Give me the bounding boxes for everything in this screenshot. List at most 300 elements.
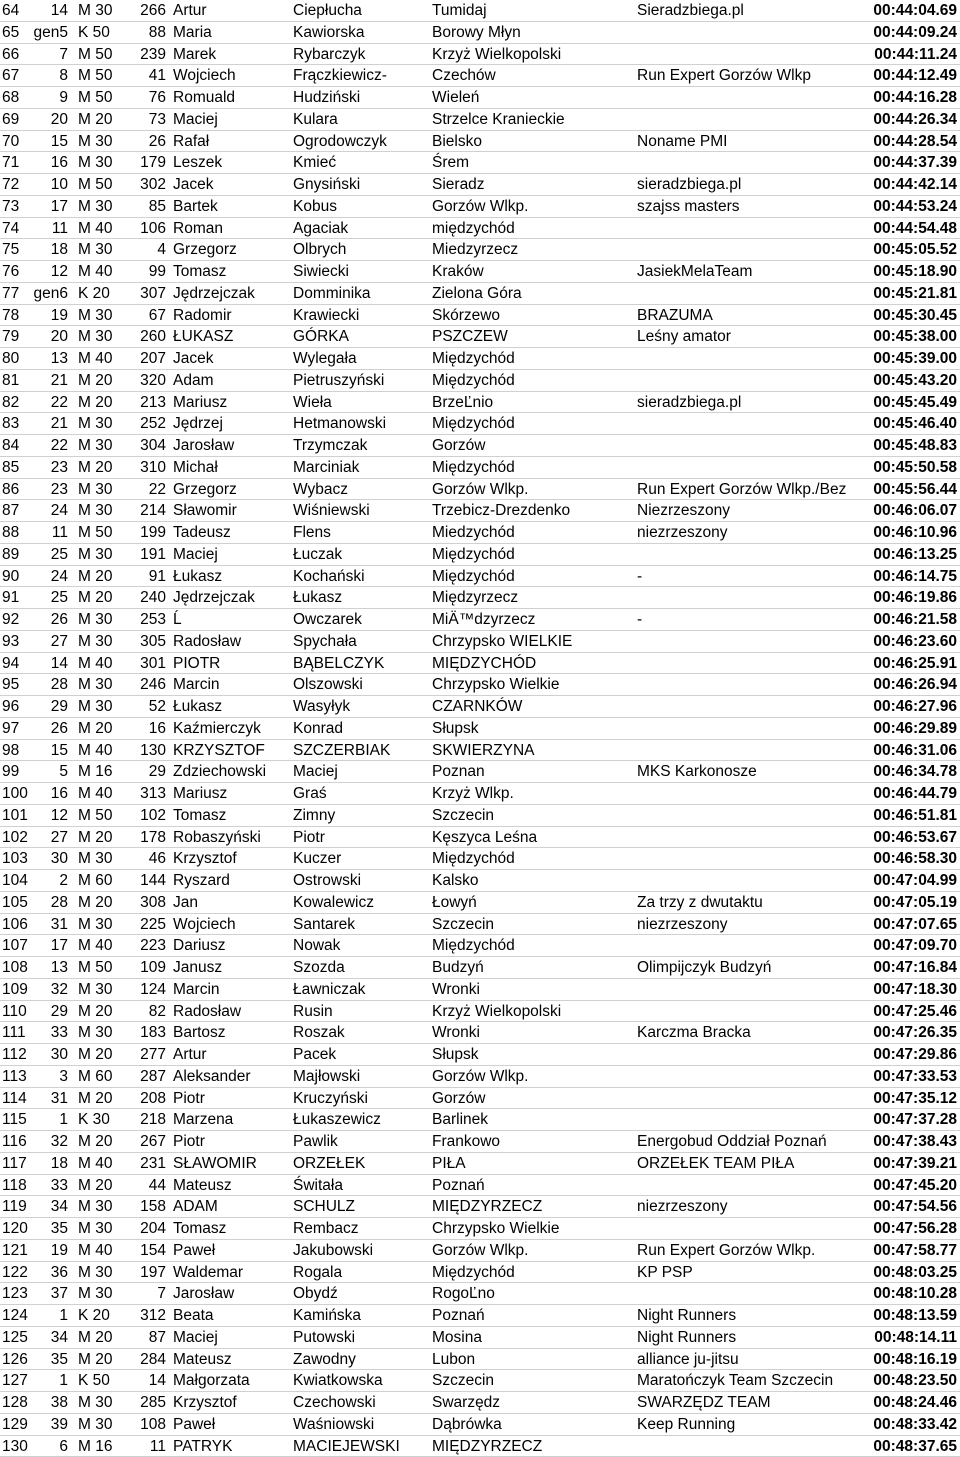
category-place-cell: 18 [28,1153,68,1175]
last-name-cell: Rybarczyk [293,44,427,66]
category-cell: M 40 [78,1153,130,1175]
time-cell: 00:46:44.79 [860,783,957,805]
time-cell: 00:46:25.91 [860,653,957,675]
category-cell: K 50 [78,1370,130,1392]
category-place-cell: 35 [28,1218,68,1240]
table-row [0,827,960,849]
place-cell: 83 [2,413,36,435]
last-name-cell: Siwiecki [293,261,427,283]
club-cell: Sieradzbiega.pl [637,0,859,22]
category-cell: M 30 [78,609,130,631]
bib-cell: 239 [120,44,166,66]
table-row [0,1392,960,1414]
category-place-cell: 2 [28,870,68,892]
category-cell: M 50 [78,87,130,109]
category-place-cell: 39 [28,1414,68,1436]
time-cell: 00:45:50.58 [860,457,957,479]
category-place-cell: 8 [28,65,68,87]
first-name-cell: PATRYK [173,1436,289,1457]
city-cell: Kraków [432,261,632,283]
category-place-cell: 26 [28,718,68,740]
city-cell: Krzyż Wielkopolski [432,44,632,66]
city-cell: Chrzypsko Wielkie [432,674,632,696]
club-cell: Run Expert Gorzów Wlkp./Bez [637,479,859,501]
table-row [0,1153,960,1175]
first-name-cell: Piotr [173,1131,289,1153]
category-cell: M 30 [78,631,130,653]
category-place-cell: 25 [28,544,68,566]
time-cell: 00:44:12.49 [860,65,957,87]
category-place-cell: 11 [28,522,68,544]
last-name-cell: Trzymczak [293,435,427,457]
time-cell: 00:44:26.34 [860,109,957,131]
category-cell: M 30 [78,696,130,718]
table-row [0,1044,960,1066]
category-cell: M 30 [78,1392,130,1414]
last-name-cell: Rembacz [293,1218,427,1240]
table-row [0,544,960,566]
first-name-cell: Adam [173,370,289,392]
city-cell: Dąbrówka [432,1414,632,1436]
table-row [0,848,960,870]
time-cell: 00:45:39.00 [860,348,957,370]
category-place-cell: 22 [28,435,68,457]
last-name-cell: Majłowski [293,1066,427,1088]
time-cell: 00:45:56.44 [860,479,957,501]
first-name-cell: Marcin [173,979,289,1001]
city-cell: MIĘDZYRZECZ [432,1196,632,1218]
last-name-cell: Kochański [293,566,427,588]
bib-cell: 246 [120,674,166,696]
city-cell: Borowy Młyn [432,22,632,44]
first-name-cell: Łukasz [173,566,289,588]
city-cell: Międzychód [432,935,632,957]
city-cell: Bielsko [432,131,632,153]
category-place-cell: 1 [28,1109,68,1131]
city-cell: MIĘDZYCHÓD [432,653,632,675]
city-cell: Międzychód [432,457,632,479]
first-name-cell: Tomasz [173,1218,289,1240]
table-row [0,1218,960,1240]
category-place-cell: 21 [28,370,68,392]
place-cell: 75 [2,239,36,261]
table-row [0,435,960,457]
category-cell: M 20 [78,892,130,914]
category-cell: M 40 [78,1240,130,1262]
table-row [0,1327,960,1349]
place-cell: 114 [2,1088,36,1110]
category-place-cell: 9 [28,87,68,109]
last-name-cell: Szozda [293,957,427,979]
place-cell: 92 [2,609,36,631]
first-name-cell: Artur [173,0,289,22]
category-place-cell: 19 [28,305,68,327]
table-row [0,370,960,392]
category-place-cell: 10 [28,174,68,196]
bib-cell: 29 [120,761,166,783]
table-row [0,1370,960,1392]
table-row [0,566,960,588]
first-name-cell: Rafał [173,131,289,153]
category-cell: M 30 [78,479,130,501]
last-name-cell: Kulara [293,109,427,131]
first-name-cell: Radosław [173,631,289,653]
city-cell: Szczecin [432,1370,632,1392]
last-name-cell: Krawiecki [293,305,427,327]
category-cell: M 20 [78,1088,130,1110]
first-name-cell: Maria [173,22,289,44]
category-cell: M 20 [78,109,130,131]
first-name-cell: SŁAWOMIR [173,1153,289,1175]
bib-cell: 218 [120,1109,166,1131]
place-cell: 84 [2,435,36,457]
bib-cell: 310 [120,457,166,479]
place-cell: 72 [2,174,36,196]
last-name-cell: Nowak [293,935,427,957]
category-cell: M 16 [78,761,130,783]
time-cell: 00:46:31.06 [860,740,957,762]
city-cell: Chrzypsko Wielkie [432,1218,632,1240]
last-name-cell: Graś [293,783,427,805]
club-cell: alliance ju-jitsu [637,1349,859,1371]
time-cell: 00:47:35.12 [860,1088,957,1110]
first-name-cell: Radomir [173,305,289,327]
category-cell: M 20 [78,1001,130,1023]
table-row [0,914,960,936]
last-name-cell: Ostrowski [293,870,427,892]
category-place-cell: 5 [28,761,68,783]
last-name-cell: Jakubowski [293,1240,427,1262]
place-cell: 78 [2,305,36,327]
last-name-cell: Hetmanowski [293,413,427,435]
bib-cell: 199 [120,522,166,544]
last-name-cell: Wylegała [293,348,427,370]
first-name-cell: Jarosław [173,435,289,457]
place-cell: 129 [2,1414,36,1436]
first-name-cell: Jarosław [173,1283,289,1305]
place-cell: 74 [2,218,36,240]
bib-cell: 154 [120,1240,166,1262]
bib-cell: 313 [120,783,166,805]
category-cell: M 20 [78,1131,130,1153]
first-name-cell: ADAM [173,1196,289,1218]
first-name-cell: Artur [173,1044,289,1066]
time-cell: 00:47:09.70 [860,935,957,957]
category-cell: M 20 [78,718,130,740]
time-cell: 00:47:37.28 [860,1109,957,1131]
last-name-cell: Ciepłucha [293,0,427,22]
time-cell: 00:48:23.50 [860,1370,957,1392]
first-name-cell: Sławomir [173,500,289,522]
bib-cell: 266 [120,0,166,22]
first-name-cell: Maciej [173,1327,289,1349]
first-name-cell: Maciej [173,109,289,131]
category-place-cell: 20 [28,109,68,131]
table-row [0,218,960,240]
place-cell: 90 [2,566,36,588]
last-name-cell: Kmieć [293,152,427,174]
time-cell: 00:47:56.28 [860,1218,957,1240]
club-cell: MKS Karkonosze [637,761,859,783]
first-name-cell: Waldemar [173,1262,289,1284]
bib-cell: 208 [120,1088,166,1110]
time-cell: 00:44:37.39 [860,152,957,174]
city-cell: Gorzów Wlkp. [432,1240,632,1262]
last-name-cell: Ławniczak [293,979,427,1001]
place-cell: 112 [2,1044,36,1066]
place-cell: 93 [2,631,36,653]
time-cell: 00:45:45.49 [860,392,957,414]
last-name-cell: Santarek [293,914,427,936]
bib-cell: 304 [120,435,166,457]
table-row [0,1349,960,1371]
last-name-cell: MACIEJEWSKI [293,1436,427,1457]
city-cell: Kęszyca Leśna [432,827,632,849]
table-row [0,587,960,609]
category-cell: M 20 [78,1175,130,1197]
table-row [0,957,960,979]
first-name-cell: Piotr [173,1088,289,1110]
time-cell: 00:44:04.69 [860,0,957,22]
city-cell: RogoĽno [432,1283,632,1305]
city-cell: Słupsk [432,1044,632,1066]
category-cell: M 30 [78,914,130,936]
category-place-cell: 38 [28,1392,68,1414]
first-name-cell: Kaźmierczyk [173,718,289,740]
category-cell: M 30 [78,674,130,696]
place-cell: 91 [2,587,36,609]
table-row [0,0,960,22]
city-cell: Chrzypsko WIELKIE [432,631,632,653]
city-cell: Międzychód [432,566,632,588]
last-name-cell: Zawodny [293,1349,427,1371]
club-cell: ORZEŁEK TEAM PIŁA [637,1153,859,1175]
bib-cell: 308 [120,892,166,914]
category-place-cell: 3 [28,1066,68,1088]
bib-cell: 305 [120,631,166,653]
table-row [0,283,960,305]
category-cell: M 50 [78,522,130,544]
last-name-cell: Kwiatkowska [293,1370,427,1392]
table-row [0,1088,960,1110]
club-cell: Keep Running [637,1414,859,1436]
time-cell: 00:47:33.53 [860,1066,957,1088]
city-cell: Wronki [432,979,632,1001]
place-cell: 96 [2,696,36,718]
club-cell: Night Runners [637,1305,859,1327]
bib-cell: 11 [120,1436,166,1457]
table-row [0,696,960,718]
time-cell: 00:47:16.84 [860,957,957,979]
bib-cell: 91 [120,566,166,588]
first-name-cell: Aleksander [173,1066,289,1088]
club-cell: KP PSP [637,1262,859,1284]
last-name-cell: Obydź [293,1283,427,1305]
place-cell: 113 [2,1066,36,1088]
category-place-cell: 22 [28,392,68,414]
category-cell: M 40 [78,653,130,675]
category-cell: M 20 [78,392,130,414]
category-cell: M 40 [78,218,130,240]
place-cell: 85 [2,457,36,479]
table-row [0,152,960,174]
city-cell: Międzychód [432,848,632,870]
category-place-cell: 31 [28,1088,68,1110]
time-cell: 00:47:05.19 [860,892,957,914]
bib-cell: 301 [120,653,166,675]
first-name-cell: Jędrzejczak [173,587,289,609]
time-cell: 00:47:07.65 [860,914,957,936]
club-cell: Olimpijczyk Budzyń [637,957,859,979]
first-name-cell: Mateusz [173,1175,289,1197]
last-name-cell: Łukaszewicz [293,1109,427,1131]
club-cell: Niezrzeszony [637,500,859,522]
table-row [0,1436,960,1457]
table-row [0,892,960,914]
category-place-cell: 27 [28,827,68,849]
place-cell: 125 [2,1327,36,1349]
last-name-cell: Pawlik [293,1131,427,1153]
place-cell: 95 [2,674,36,696]
city-cell: Miedzyrzecz [432,239,632,261]
category-cell: M 30 [78,239,130,261]
bib-cell: 207 [120,348,166,370]
club-cell: Maratończyk Team Szczecin [637,1370,859,1392]
first-name-cell: Beata [173,1305,289,1327]
bib-cell: 82 [120,1001,166,1023]
place-cell: 67 [2,65,36,87]
last-name-cell: Czechowski [293,1392,427,1414]
city-cell: Wronki [432,1022,632,1044]
club-cell: szajss masters [637,196,859,218]
bib-cell: 260 [120,326,166,348]
club-cell: sieradzbiega.pl [637,392,859,414]
bib-cell: 307 [120,283,166,305]
last-name-cell: Zimny [293,805,427,827]
first-name-cell: KRZYSZTOF [173,740,289,762]
time-cell: 00:46:06.07 [860,500,957,522]
city-cell: Barlinek [432,1109,632,1131]
last-name-cell: Waśniowski [293,1414,427,1436]
city-cell: Czechów [432,65,632,87]
club-cell: Run Expert Gorzów Wlkp. [637,1240,859,1262]
category-place-cell: 1 [28,1370,68,1392]
bib-cell: 52 [120,696,166,718]
table-row [0,653,960,675]
city-cell: Śrem [432,152,632,174]
table-row [0,1262,960,1284]
bib-cell: 26 [120,131,166,153]
category-place-cell: 24 [28,500,68,522]
category-cell: M 40 [78,261,130,283]
time-cell: 00:48:10.28 [860,1283,957,1305]
bib-cell: 287 [120,1066,166,1088]
category-place-cell: 14 [28,653,68,675]
bib-cell: 76 [120,87,166,109]
last-name-cell: Rogala [293,1262,427,1284]
club-cell: Leśny amator [637,326,859,348]
place-cell: 76 [2,261,36,283]
first-name-cell: ŁUKASZ [173,326,289,348]
last-name-cell: Olszowski [293,674,427,696]
category-place-cell: 25 [28,587,68,609]
place-cell: 64 [2,0,36,22]
table-row [0,1175,960,1197]
place-cell: 89 [2,544,36,566]
first-name-cell: Ryszard [173,870,289,892]
bib-cell: 179 [120,152,166,174]
time-cell: 00:47:04.99 [860,870,957,892]
category-place-cell: 15 [28,740,68,762]
first-name-cell: Mateusz [173,1349,289,1371]
first-name-cell: PIOTR [173,653,289,675]
category-place-cell: 6 [28,1436,68,1457]
category-cell: M 20 [78,1327,130,1349]
place-cell: 117 [2,1153,36,1175]
table-row [0,522,960,544]
category-place-cell: 16 [28,783,68,805]
city-cell: Międzychód [432,370,632,392]
first-name-cell: Tomasz [173,261,289,283]
last-name-cell: Kawiorska [293,22,427,44]
bib-cell: 73 [120,109,166,131]
time-cell: 00:48:03.25 [860,1262,957,1284]
last-name-cell: Kuczer [293,848,427,870]
category-place-cell: 34 [28,1327,68,1349]
bib-cell: 302 [120,174,166,196]
time-cell: 00:46:34.78 [860,761,957,783]
last-name-cell: Kowalewicz [293,892,427,914]
category-place-cell: 7 [28,44,68,66]
bib-cell: 240 [120,587,166,609]
city-cell: Frankowo [432,1131,632,1153]
last-name-cell: Konrad [293,718,427,740]
table-row [0,1001,960,1023]
time-cell: 00:46:26.94 [860,674,957,696]
category-cell: K 50 [78,22,130,44]
first-name-cell: Ĺ [173,609,289,631]
last-name-cell: Kamińska [293,1305,427,1327]
place-cell: 128 [2,1392,36,1414]
last-name-cell: Ogrodowczyk [293,131,427,153]
place-cell: 120 [2,1218,36,1240]
last-name-cell: Agaciak [293,218,427,240]
city-cell: Poznań [432,1305,632,1327]
city-cell: Lubon [432,1349,632,1371]
table-row [0,348,960,370]
time-cell: 00:44:53.24 [860,196,957,218]
category-cell: M 40 [78,348,130,370]
first-name-cell: Grzegorz [173,239,289,261]
first-name-cell: Wojciech [173,65,289,87]
category-place-cell: 11 [28,218,68,240]
table-row [0,44,960,66]
category-place-cell: 37 [28,1283,68,1305]
bib-cell: 213 [120,392,166,414]
last-name-cell: Roszak [293,1022,427,1044]
category-place-cell: 29 [28,696,68,718]
place-cell: 102 [2,827,36,849]
category-cell: M 20 [78,1349,130,1371]
time-cell: 00:46:51.81 [860,805,957,827]
place-cell: 77 [2,283,36,305]
first-name-cell: Leszek [173,152,289,174]
time-cell: 00:45:18.90 [860,261,957,283]
category-cell: M 30 [78,413,130,435]
first-name-cell: Romuald [173,87,289,109]
category-cell: M 40 [78,783,130,805]
category-cell: M 30 [78,326,130,348]
